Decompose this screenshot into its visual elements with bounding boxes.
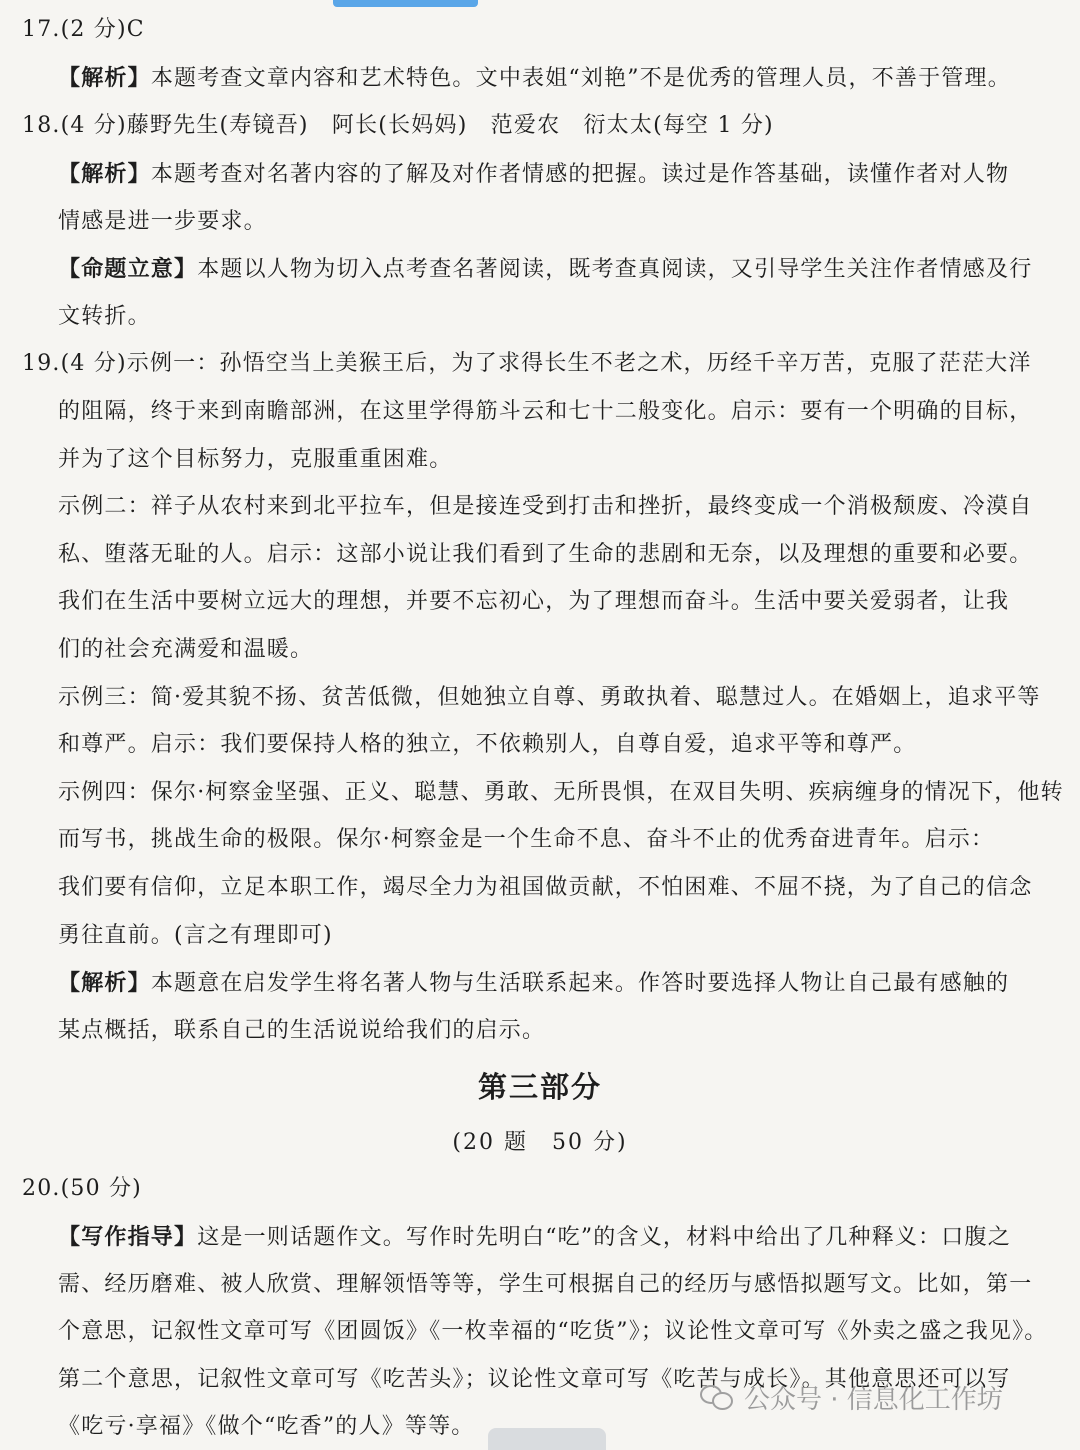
- text-line: 第二个意思，记叙性文章可写《吃苦头》；议论性文章可写《吃苦与成长》。其他意思还可以写: [58, 1367, 1011, 1392]
- analysis-line: 【解析】本题考查文章内容和艺术特色。文中表姐“刘艳”不是优秀的管理人员，不善于管理。: [58, 65, 1011, 91]
- answer-line: 19.(4 分)示例一：孙悟空当上美猴王后，为了求得长生不老之术，历经千辛万苦，克服了茫茫大洋: [22, 351, 1032, 376]
- analysis-line: 【解析】本题考查对名著内容的了解及对作者情感的把握。读过是作答基础，读懂作者对人物: [58, 161, 1010, 187]
- intent-line: 【命题立意】本题以人物为切入点考查名著阅读，既考查真阅读，又引导学生关注作者情感及行: [58, 256, 1033, 282]
- text-line: 个意思，记叙性文章可写《团圆饭》《一枚幸福的“吃货”》；议论性文章可写《外卖之盛之我见》。: [58, 1319, 1048, 1344]
- text-line: 文转折。: [58, 304, 151, 329]
- text-line: 和尊严。启示：我们要保持人格的独立，不依赖别人，自尊自爱，追求平等和尊严。: [58, 732, 917, 757]
- analysis-tag: 【解析】: [58, 161, 151, 187]
- answer-line: 17.(2 分)C: [22, 17, 145, 42]
- answer-line: 20.(50 分): [22, 1176, 142, 1201]
- text-line: 某点概括，联系自己的生活说说给我们的启示。: [58, 1018, 546, 1043]
- watermark-text: 公众号 · 信息化工作坊: [744, 1384, 1003, 1415]
- analysis-line: 【解析】本题意在启发学生将名著人物与生活联系起来。作答时要选择人物让自己最有感触的: [58, 970, 1010, 996]
- scroll-indicator: [333, 0, 478, 7]
- section-title: 第三部分: [477, 1070, 602, 1104]
- analysis-tag: 【解析】: [58, 65, 151, 91]
- answer-line: 18.(4 分)藤野先生(寿镜吾) 阿长(长妈妈) 范爱农 衍太太(每空 1 分): [22, 113, 774, 138]
- text-line: 我们要有信仰，立足本职工作，竭尽全力为祖国做贡献，不怕困难、不屈不挠，为了自己的信念: [58, 875, 1033, 900]
- text-line: 示例三：简·爱其貌不扬、贫苦低微，但她独立自尊、勇敢执着、聪慧过人。在婚姻上，追求平等: [58, 685, 1041, 710]
- text-line: 私、堕落无耻的人。启示：这部小说让我们看到了生命的悲剧和无奈，以及理想的重要和必要。: [58, 542, 1033, 567]
- text-line: 们的社会充满爱和温暖。: [58, 637, 314, 662]
- analysis-tag: 【解析】: [58, 970, 151, 996]
- text-line: 示例四：保尔·柯察金坚强、正义、聪慧、勇敢、无所畏惧，在双目失明、疾病缠身的情况下，他转: [58, 780, 1064, 805]
- text-line: 《吃亏·享福》《做个“吃香”的人》等等。: [58, 1414, 475, 1439]
- text-line: 情感是进一步要求。: [58, 209, 267, 234]
- section-subtitle: (20 题 50 分): [452, 1130, 628, 1155]
- text-line: 而写书，挑战生命的极限。保尔·柯察金是一个生命不息、奋斗不止的优秀奋进青年。启示：: [58, 827, 995, 852]
- watermark: [700, 1377, 1003, 1417]
- text-line: 并为了这个目标努力，克服重重困难。: [58, 447, 453, 472]
- guidance-tag: 【写作指导】: [58, 1224, 198, 1250]
- guidance-line: 【写作指导】这是一则话题作文。写作时先明白“吃”的含义，材料中给出了几种释义：口腹之: [58, 1224, 1011, 1250]
- text-line: 勇往直前。(言之有理即可): [58, 923, 333, 948]
- intent-tag: 【命题立意】: [58, 256, 198, 282]
- wechat-icon: [700, 1383, 734, 1411]
- text-line: 我们在生活中要树立远大的理想，并要不忘初心，为了理想而奋斗。生活中要关爱弱者，让我: [58, 589, 1010, 614]
- text-line: 的阻隔，终于来到南瞻部洲，在这里学得筋斗云和七十二般变化。启示：要有一个明确的目标，: [58, 399, 1033, 424]
- page-indicator-tab[interactable]: [488, 1428, 606, 1450]
- text-line: 需、经历磨难、被人欣赏、理解领悟等等，学生可根据自己的经历与感悟拟题写文。比如，第一: [58, 1272, 1033, 1297]
- text-line: 示例二：祥子从农村来到北平拉车，但是接连受到打击和挫折，最终变成一个消极颓废、冷漠自: [58, 494, 1033, 519]
